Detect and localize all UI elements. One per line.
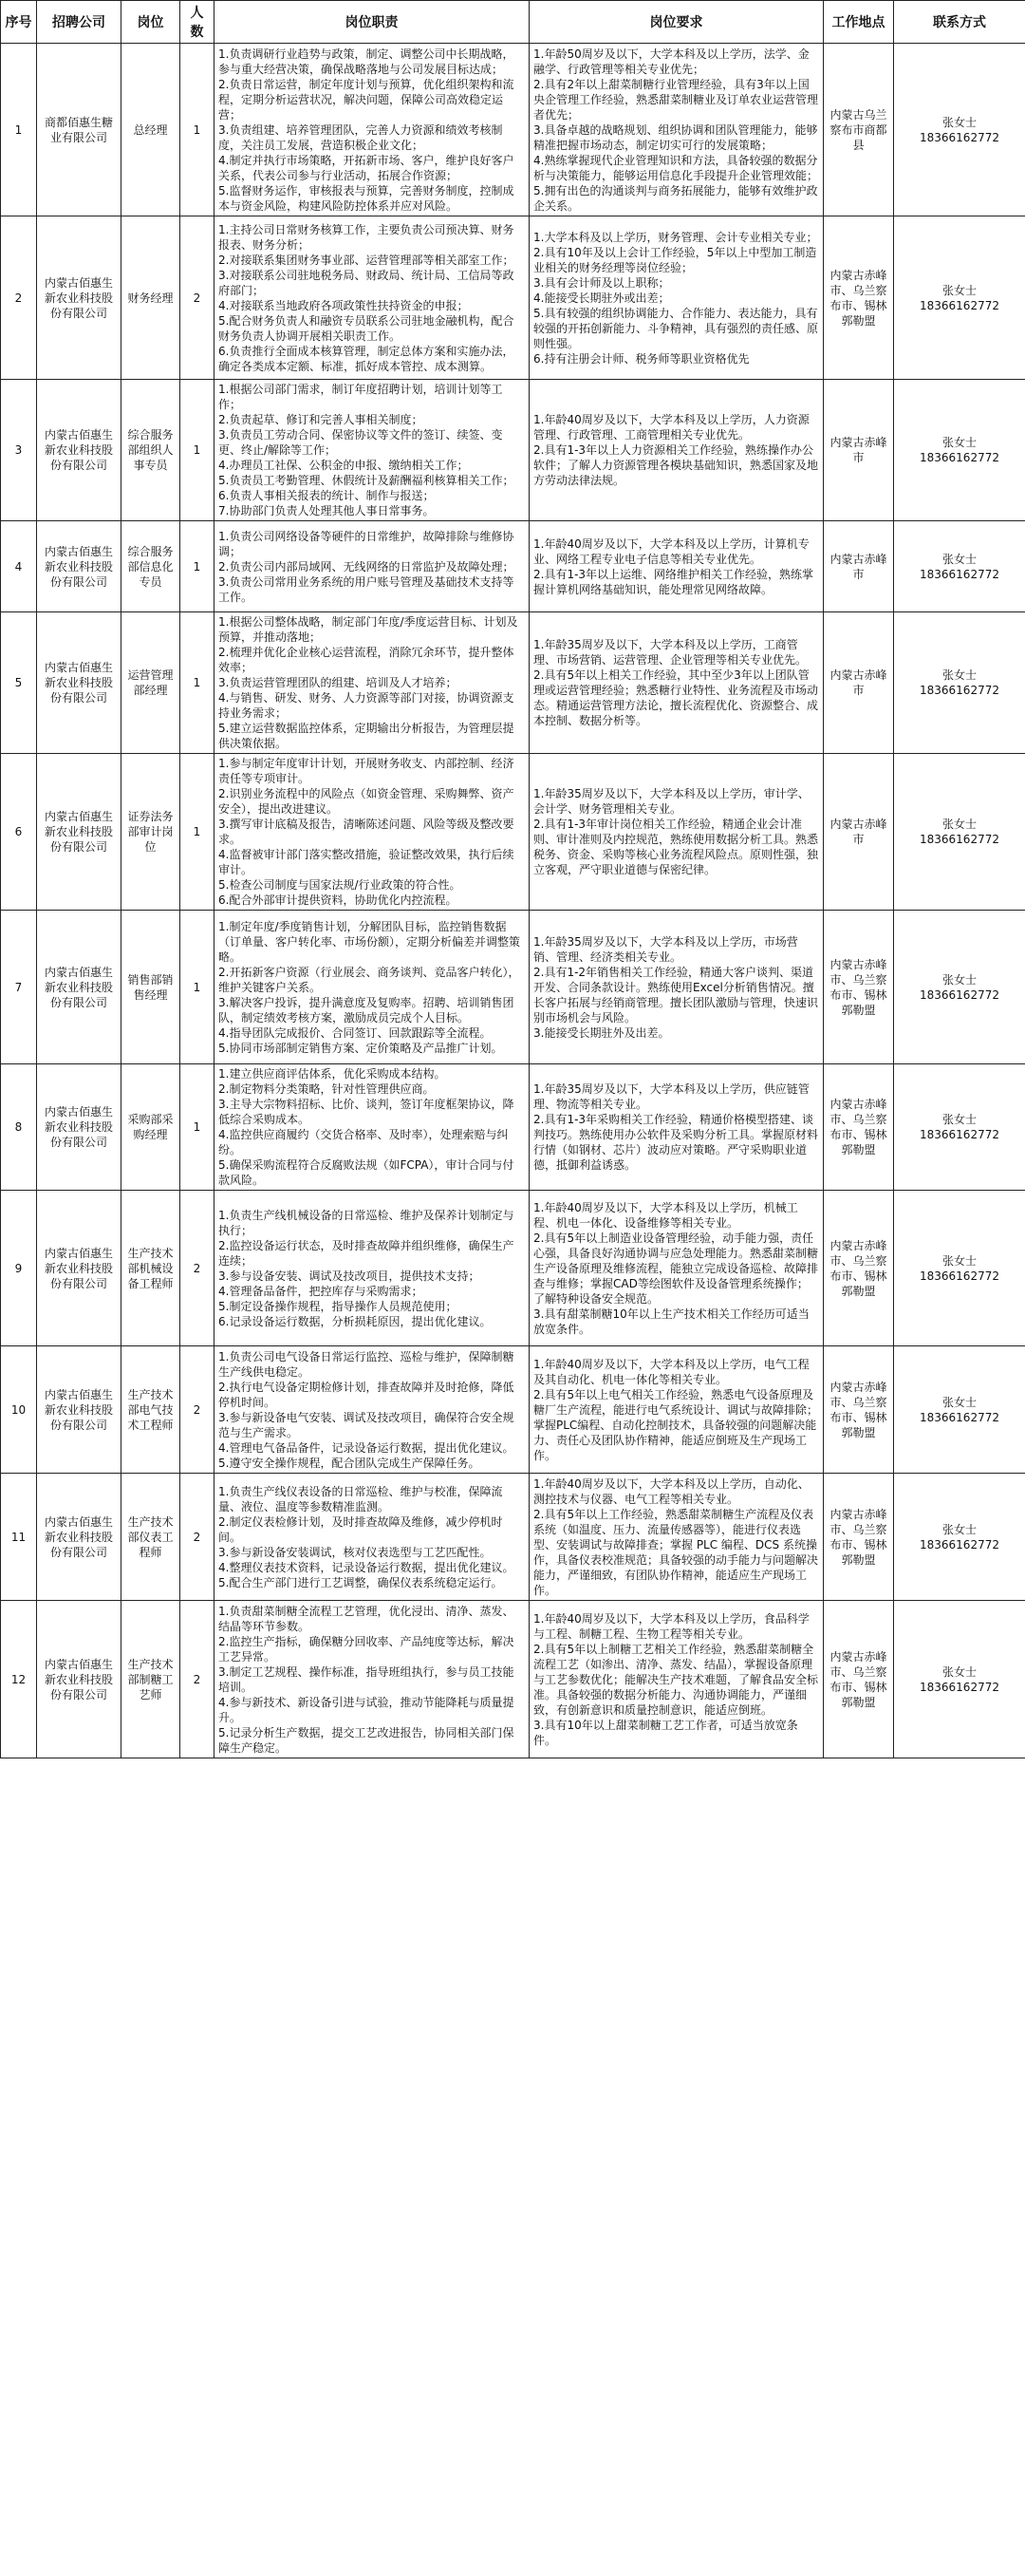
duties-cell-line: 1.建立供应商评估体系，优化采购成本结构。 (218, 1067, 446, 1081)
duties-cell-line: 1.负责调研行业趋势与政策，制定、调整公司中长期战略，参与重大经营决策，确保战略落地与公司发展目标达成； (218, 47, 514, 76)
company-name: 内蒙古佰惠生新农业科技股份有限公司 (37, 1191, 121, 1346)
duties-cell-line: 3.撰写审计底稿及报告，清晰陈述问题、风险等级及整改要求。 (218, 818, 514, 846)
position-name: 证券法务部审计岗位 (121, 754, 180, 911)
duties-cell-line: 4.管理备品备件，把控库存与采购需求； (218, 1284, 423, 1298)
contact-name: 张女士 (941, 1664, 977, 1679)
contact-phone: 18366162772 (920, 1128, 999, 1141)
position-name: 生产技术部机械设备工程师 (121, 1191, 180, 1346)
position-name: 生产技术部电气技术工程师 (121, 1346, 180, 1474)
headcount: 2 (180, 1474, 214, 1601)
requirements-cell (530, 754, 824, 911)
headcount: 1 (180, 1064, 214, 1191)
duties-cell-line: 3.解决客户投诉，提升满意度及复购率。招聘、培训销售团队，制定绩效考核方案，激励成员完成个人目标。 (218, 995, 514, 1025)
requirements-cell-line: 2.具有2年以上甜菜制糖行业管理经验，具有3年以上国央企管理工作经验，熟悉甜菜制糖业及订单农业运营管理者优先； (533, 77, 819, 122)
duties-cell-line: 2.监控设备运行状态，及时排查故障并组织维修，确保生产连续； (218, 1238, 514, 1268)
work-location: 内蒙古赤峰市、乌兰察布市、锡林郭勒盟 (824, 1601, 894, 1758)
position-name: 财务经理 (121, 216, 180, 380)
duties-cell (214, 911, 530, 1064)
requirements-cell (530, 911, 824, 1064)
requirements-cell-line: 1.大学本科及以上学历，财务管理、会计专业相关专业； (533, 230, 818, 244)
header-cell: 人数 (180, 1, 214, 44)
headcount: 1 (180, 44, 214, 216)
duties-cell-line: 2.监控生产指标，确保糖分回收率、产品纯度等达标，解决工艺异常。 (218, 1634, 514, 1664)
requirements-cell-line: 3.能接受长期驻外及出差。 (533, 1025, 670, 1040)
duties-cell-line: 6.负责人事相关报表的统计、制作与报送； (218, 489, 435, 502)
requirements-cell-line: 1.年龄40周岁及以下，大学本科及以上学历，自动化、测控技术与仪器、电气工程等相关专业。 (533, 1476, 810, 1506)
duties-cell-line: 6.负责推行全面成本核算管理，制定总体方案和实施办法，确定各类成本定额、标准，抓好成本管控、成本测算。 (218, 344, 514, 373)
duties-cell-line: 5.配合生产部门进行工艺调整，确保仪表系统稳定运行。 (218, 1575, 503, 1589)
work-location: 内蒙古赤峰市、乌兰察布市、锡林郭勒盟 (824, 911, 894, 1064)
duties-cell-line: 4.对接联系当地政府各项政策性扶持资金的申报； (218, 298, 469, 312)
duties-cell-line: 2.负责起草、修订和完善人事相关制度； (218, 413, 423, 426)
company-name: 内蒙古佰惠生新农业科技股份有限公司 (37, 911, 121, 1064)
headcount: 2 (180, 216, 214, 380)
duties-cell-line: 2.执行电气设备定期检修计划，排查故障并及时抢修，降低停机时间。 (218, 1380, 514, 1409)
duties-cell-line: 5.记录分析生产数据，提交工艺改进报告，协同相关部门保障生产稳定。 (218, 1725, 514, 1755)
headcount: 2 (180, 1601, 214, 1758)
duties-cell (214, 612, 530, 754)
duties-cell-line: 3.参与新设备电气安装、调试及技改项目，确保符合安全规范与生产需求。 (218, 1410, 514, 1439)
header-cell: 岗位 (121, 1, 180, 44)
duties-cell (214, 216, 530, 380)
contact-phone: 18366162772 (920, 1680, 999, 1694)
table-row (1, 612, 1025, 754)
contact-phone: 18366162772 (920, 987, 999, 1002)
headcount: 1 (180, 911, 214, 1064)
requirements-cell-line: 1.年龄40周岁及以下，大学本科及以上学历，机械工程、机电一体化、设备维修等相关专业。 (533, 1200, 798, 1230)
row-number: 11 (1, 1474, 37, 1601)
duties-cell-line: 3.制定工艺规程、操作标准，指导班组执行，参与员工技能培训。 (218, 1664, 514, 1694)
duties-cell-line: 3.参与新设备安装调试，核对仪表选型与工艺匹配性。 (218, 1545, 492, 1559)
requirements-cell-line: 1.年龄35周岁及以下，大学本科及以上学历，市场营销、管理、经济类相关专业。 (533, 934, 798, 964)
duties-cell-line: 2.制定物料分类策略，针对性管理供应商。 (218, 1082, 435, 1096)
duties-cell-line: 1.根据公司整体战略，制定部门年度/季度运营目标、计划及预算，并推动落地； (218, 615, 518, 644)
row-number: 10 (1, 1346, 37, 1474)
requirements-cell-line: 5.具有较强的组织协调能力、合作能力、表达能力，具有较强的开拓创新能力、斗争精神，具有强烈的责任感、原则性强。 (533, 306, 819, 350)
work-location: 内蒙古赤峰市、乌兰察布市、锡林郭勒盟 (824, 1064, 894, 1191)
row-number: 2 (1, 216, 37, 380)
duties-cell-line: 5.监督财务运作，审核报表与预算，完善财务制度，控制成本与资金风险，构建风险防控体系并应对风险。 (218, 183, 514, 213)
contact-name: 张女士 (941, 1113, 977, 1126)
table-row (1, 44, 1025, 216)
contact-phone: 18366162772 (920, 833, 999, 846)
position-name: 采购部采购经理 (121, 1064, 180, 1191)
header-cell: 岗位要求 (530, 1, 824, 44)
duties-cell-line: 4.监控供应商履约（交货合格率、及时率），处理索赔与纠纷。 (218, 1128, 509, 1156)
duties-cell-line: 2.识别业务流程中的风险点（如资金管理、采购舞弊、资产安全），提出改进建议。 (218, 787, 514, 816)
duties-cell-line: 5.负责员工考勤管理、休假统计及薪酬福利核算相关工作； (218, 474, 514, 487)
requirements-cell-line: 2.具有5年以上相关工作经验，其中至少3年以上团队管理或运营管理经验；熟悉糖行业特性、业务流程及市场动态。精通运营管理方法论，擅长流程优化、资源整合、成本控制、数据分析等。 (533, 668, 819, 727)
duties-cell (214, 521, 530, 612)
duties-cell-line: 1.负责生产线仪表设备的日常巡检、维护与校准，保障流量、液位、温度等参数精准监测。 (218, 1484, 503, 1514)
row-number: 5 (1, 612, 37, 754)
requirements-cell-line: 3.具有会计师及以上职称； (533, 275, 670, 290)
contact-name: 张女士 (941, 115, 977, 129)
duties-cell (214, 1191, 530, 1346)
duties-cell-line: 3.负责组建、培养管理团队，完善人力资源和绩效考核制度，关注员工发展，营造积极企业文化； (218, 122, 503, 152)
table-row (1, 1474, 1025, 1601)
requirements-cell-line: 1.年龄35周岁及以下，大学本科及以上学历，审计学、会计学、财务管理相关专业。 (533, 787, 810, 816)
table-row (1, 1191, 1025, 1346)
position-name: 综合服务部组织人事专员 (121, 380, 180, 521)
requirements-cell-line: 2.具有1-3年以上人力资源相关工作经验，熟练操作办公软件；了解人力资源管理各模块基础知识，熟悉国家及地方劳动法律法规。 (533, 443, 819, 487)
requirements-cell-line: 1.年龄40周岁及以下，大学本科及以上学历，计算机专业、网络工程专业电子信息等相关专业优先。 (533, 536, 810, 566)
table-row (1, 1346, 1025, 1474)
company-name: 商都佰惠生糖业有限公司 (37, 44, 121, 216)
duties-cell-line: 6.配合外部审计提供资料，协助优化内控流程。 (218, 893, 457, 907)
requirements-cell (530, 1601, 824, 1758)
requirements-cell-line: 3.具有甜菜制糖10年以上生产技术相关工作经历可适当放宽条件。 (533, 1307, 810, 1336)
requirements-cell (530, 1474, 824, 1601)
requirements-cell-line: 1.年龄35周岁及以下，大学本科及以上学历，工商管理、市场营销、运营管理、企业管理等相关专业优先。 (533, 638, 808, 667)
requirements-cell-line: 2.具有5年以上工作经验，熟悉甜菜制糖生产流程及仪表系统（如温度、压力、流量传感器等），能进行仪表选型、安装调试与故障排查；掌握 PLC 编程、DCS 系统操作，具备仪表校准规范；具备较强的动手能力与问题解决能力，严谨细致，有团队协作精神，能适应生产现场工作。 (533, 1507, 819, 1597)
position-name: 生产技术部仪表工程师 (121, 1474, 180, 1601)
work-location: 内蒙古赤峰市、乌兰察布市、锡林郭勒盟 (824, 1346, 894, 1474)
requirements-cell (530, 1191, 824, 1346)
requirements-cell-line: 2.具有1-2年销售相关工作经验，精通大客户谈判、渠道开发、合同条款设计。熟练使用Excel分析销售情况。擅长客户拓展与经销商管理。擅长团队激励与管理，快速识别市场机会与风险。 (533, 965, 819, 1025)
header-cell: 序号 (1, 1, 37, 44)
work-location: 内蒙古赤峰市 (824, 612, 894, 754)
contact-name: 张女士 (941, 1253, 977, 1268)
duties-cell-line: 5.协同市场部制定销售方案、定价策略及产品推广计划。 (218, 1041, 503, 1055)
contact-cell (894, 1064, 1025, 1191)
work-location: 内蒙古赤峰市、乌兰察布市、锡林郭勒盟 (824, 1191, 894, 1346)
company-name: 内蒙古佰惠生新农业科技股份有限公司 (37, 1064, 121, 1191)
duties-cell-line: 5.建立运营数据监控体系，定期输出分析报告，为管理层提供决策依据。 (218, 722, 514, 750)
duties-cell-line: 2.负责日常运营，制定年度计划与预算，优化组织架构和流程，定期分析运营状况，解决问题，保障公司高效稳定运营； (218, 77, 514, 122)
requirements-cell-line: 2.具有1-3年采购相关工作经验，精通价格模型搭建、谈判技巧。熟练使用办公软件及采购分析工具。掌握原材料行情（如钢材、芯片）波动应对策略。严守采购职业道德，抵御利益诱惑。 (533, 1113, 819, 1172)
duties-cell-line: 6.记录设备运行数据，分析损耗原因，提出优化建议。 (218, 1314, 492, 1328)
row-number: 6 (1, 754, 37, 911)
duties-cell (214, 1474, 530, 1601)
requirements-cell (530, 216, 824, 380)
duties-cell-line: 4.监督被审计部门落实整改措施，验证整改效果，执行后续审计。 (218, 848, 514, 876)
work-location: 内蒙古赤峰市 (824, 380, 894, 521)
table-row (1, 216, 1025, 380)
requirements-cell-line: 4.能接受长期驻外或出差； (533, 291, 670, 305)
duties-cell-line: 1.负责甜菜制糖全流程工艺管理，优化浸出、清净、蒸发、结晶等环节参数。 (218, 1604, 514, 1633)
contact-phone: 18366162772 (920, 1410, 999, 1424)
requirements-cell-line: 2.具有10年及以上会计工作经验，5年以上中型加工制造业相关的财务经理等岗位经验； (533, 245, 817, 274)
position-name: 总经理 (121, 44, 180, 216)
position-name: 销售部销售经理 (121, 911, 180, 1064)
requirements-cell-line: 2.具有1-3年以上运维、网络维护相关工作经验，熟练掌握计算机网络基础知识，能处理常见网络故障。 (533, 567, 814, 596)
duties-cell-line: 1.负责公司网络设备等硬件的日常维护，故障排除与维修协调； (218, 529, 514, 558)
row-number: 4 (1, 521, 37, 612)
row-number: 3 (1, 380, 37, 521)
duties-cell-line: 1.参与制定年度审计计划，开展财务收支、内部控制、经济责任等专项审计。 (218, 757, 514, 785)
duties-cell-line: 2.制定仪表检修计划，及时排查故障及维修，减少停机时间。 (218, 1514, 503, 1544)
duties-cell-line: 5.遵守安全操作规程，配合团队完成生产保障任务。 (218, 1456, 480, 1470)
header-cell: 工作地点 (824, 1, 894, 44)
duties-cell-line: 5.检查公司制度与国家法规/行业政策的符合性。 (218, 878, 461, 892)
company-name: 内蒙古佰惠生新农业科技股份有限公司 (37, 754, 121, 911)
work-location: 内蒙古赤峰市 (824, 754, 894, 911)
duties-cell-line: 4.参与新技术、新设备引进与试验，推动节能降耗与质量提升。 (218, 1695, 514, 1724)
headcount: 1 (180, 380, 214, 521)
duties-cell-line: 4.与销售、研发、财务、人力资源等部门对接，协调资源支持业务需求； (218, 691, 514, 720)
duties-cell (214, 1601, 530, 1758)
contact-cell (894, 1601, 1025, 1758)
contact-cell (894, 216, 1025, 380)
contact-cell (894, 1346, 1025, 1474)
contact-phone: 18366162772 (920, 130, 999, 144)
contact-phone: 18366162772 (920, 451, 999, 464)
requirements-cell-line: 1.年龄40周岁及以下，大学本科及以上学历，人力资源管理、行政管理、工商管理相关专业优先。 (533, 413, 810, 442)
duties-cell-line: 3.负责公司常用业务系统的用户账号管理及基础技术支持等工作。 (218, 574, 514, 604)
duties-cell (214, 1346, 530, 1474)
duties-cell-line: 2.开拓新客户资源（行业展会、商务谈判、竞品客户转化），维护关键客户关系。 (218, 965, 520, 994)
headcount: 1 (180, 754, 214, 911)
contact-cell (894, 380, 1025, 521)
row-number: 12 (1, 1601, 37, 1758)
requirements-cell-line: 6.持有注册会计师、税务师等职业资格优先 (533, 351, 750, 366)
company-name: 内蒙古佰惠生新农业科技股份有限公司 (37, 612, 121, 754)
duties-cell-line: 5.制定设备操作规程，指导操作人员规范使用； (218, 1299, 457, 1313)
row-number: 8 (1, 1064, 37, 1191)
headcount: 1 (180, 612, 214, 754)
company-name: 内蒙古佰惠生新农业科技股份有限公司 (37, 1346, 121, 1474)
header-cell: 联系方式 (894, 1, 1025, 44)
contact-name: 张女士 (941, 436, 977, 449)
contact-cell (894, 1191, 1025, 1346)
contact-cell (894, 911, 1025, 1064)
requirements-cell (530, 1064, 824, 1191)
duties-cell-line: 3.负责运营管理团队的组建、培训及人才培养； (218, 676, 457, 689)
duties-cell-line: 2.负责公司内部局域网、无线网络的日常监护及故障处理； (218, 559, 514, 573)
table-row (1, 380, 1025, 521)
requirements-cell-line: 1.年龄35周岁及以下，大学本科及以上学历，供应链管理、物流等相关专业。 (533, 1082, 810, 1111)
duties-cell-line: 1.负责生产线机械设备的日常巡检、维护及保养计划制定与执行； (218, 1208, 514, 1237)
requirements-cell (530, 521, 824, 612)
work-location: 内蒙古赤峰市、乌兰察布市、锡林郭勒盟 (824, 1474, 894, 1601)
headcount: 1 (180, 521, 214, 612)
duties-cell-line: 3.对接联系公司驻地税务局、财政局、统计局、工信局等政府部门； (218, 268, 514, 297)
duties-cell (214, 1064, 530, 1191)
duties-cell-line: 1.根据公司部门需求，制订年度招聘计划，培训计划等工作； (218, 383, 503, 411)
table-row (1, 754, 1025, 911)
contact-name: 张女士 (941, 1395, 977, 1409)
duties-cell-line: 1.负责公司电气设备日常运行监控、巡检与维护，保障制糖生产线供电稳定。 (218, 1349, 514, 1379)
row-number: 1 (1, 44, 37, 216)
requirements-cell-line: 4.熟练掌握现代企业管理知识和方法，具备较强的数据分析与决策能力，能够运用信息化手段提升企业管理效能； (533, 153, 819, 182)
work-location: 内蒙古乌兰察布市商都县 (824, 44, 894, 216)
row-number: 7 (1, 911, 37, 1064)
contact-name: 张女士 (941, 552, 977, 566)
requirements-cell-line: 1.年龄40周岁及以下，大学本科及以上学历，电气工程及其自动化、机电一体化等相关专业。 (533, 1357, 810, 1386)
header-cell: 招聘公司 (37, 1, 121, 44)
duties-cell (214, 380, 530, 521)
duties-cell-line: 4.办理员工社保、公积金的申报、缴纳相关工作； (218, 459, 469, 472)
duties-cell (214, 44, 530, 216)
table-row (1, 911, 1025, 1064)
table-row (1, 1601, 1025, 1758)
header-cell: 岗位职责 (214, 1, 530, 44)
contact-cell (894, 521, 1025, 612)
duties-cell-line: 4.指导团队完成报价、合同签订、回款跟踪等全流程。 (218, 1025, 492, 1040)
company-name: 内蒙古佰惠生新农业科技股份有限公司 (37, 216, 121, 380)
duties-cell-line: 7.协助部门负责人处理其他人事日常事务。 (218, 504, 435, 517)
requirements-cell (530, 612, 824, 754)
duties-cell-line: 4.整理仪表技术资料，记录设备运行数据，提出优化建议。 (218, 1560, 514, 1574)
duties-cell-line: 3.负责员工劳动合同、保密协议等文件的签订、续签、变更、终止/解除等工作； (218, 428, 503, 457)
duties-cell-line: 1.制定年度/季度销售计划，分解团队目标，监控销售数据（订单量、客户转化率、市场份额），定期分析偏差并调整策略。 (218, 919, 521, 964)
contact-phone: 18366162772 (920, 1537, 999, 1551)
work-location: 内蒙古赤峰市、乌兰察布市、锡林郭勒盟 (824, 216, 894, 380)
duties-cell-line: 5.配合财务负责人和融资专员联系公司驻地金融机构，配合财务负责人协调开展相关职责工作。 (218, 313, 514, 343)
contact-name: 张女士 (941, 818, 977, 831)
contact-phone: 18366162772 (920, 298, 999, 312)
header-row (1, 1, 1025, 44)
contact-phone: 18366162772 (920, 1269, 999, 1283)
duties-cell-line: 4.管理电气备品备件，记录设备运行数据，提出优化建议。 (218, 1440, 514, 1455)
requirements-cell-line: 2.具有1-3年审计岗位相关工作经验，精通企业会计准则、审计准则及内控规范，熟练使用数据分析工具。熟悉税务、资金、采购等核心业务流程风险点。原则性强，独立客观，严守职业道德与保密纪律。 (533, 818, 819, 876)
contact-name: 张女士 (941, 668, 977, 682)
contact-cell (894, 44, 1025, 216)
contact-phone: 18366162772 (920, 567, 999, 581)
work-location: 内蒙古赤峰市 (824, 521, 894, 612)
requirements-cell-line: 2.具有5年以上电气相关工作经验，熟悉电气设备原理及糖厂生产流程，能进行电气系统设计、调试与故障排除；掌握PLC编程、自动化控制技术，具备较强的问题解决能力、责任心及团队协作精神，能适应倒班及生产现场工作。 (533, 1387, 819, 1462)
position-name: 生产技术部制糖工艺师 (121, 1601, 180, 1758)
duties-cell-line: 4.制定并执行市场策略，开拓新市场、客户，维护良好客户关系，代表公司参与行业活动，拓展合作资源； (218, 153, 514, 182)
position-name: 运营管理部经理 (121, 612, 180, 754)
table-row (1, 521, 1025, 612)
requirements-cell (530, 44, 824, 216)
company-name: 内蒙古佰惠生新农业科技股份有限公司 (37, 1474, 121, 1601)
position-name: 综合服务部信息化专员 (121, 521, 180, 612)
row-number: 9 (1, 1191, 37, 1346)
contact-cell (894, 1474, 1025, 1601)
duties-cell-line: 5.确保采购流程符合反腐败法规（如FCPA），审计合同与付款风险。 (218, 1158, 514, 1187)
contact-cell (894, 754, 1025, 911)
contact-name: 张女士 (941, 283, 977, 297)
contact-name: 张女士 (941, 1522, 977, 1536)
table-row (1, 1064, 1025, 1191)
requirements-cell-line: 2.具有5年以上制糖工艺相关工作经验，熟悉甜菜制糖全流程工艺（如渗出、清净、蒸发、结晶），掌握设备原理与工艺参数优化；能解决生产技术难题，了解食品安全标准。具备较强的数据分析能力、沟通协调能力，严谨细致，有创新意识和质量控制意识，能适应倒班。 (533, 1642, 819, 1717)
requirements-cell-line: 3.具备卓越的战略规划、组织协调和团队管理能力，能够精准把握市场动态，制定切实可行的发展策略； (533, 122, 818, 152)
requirements-cell (530, 380, 824, 521)
duties-cell (214, 754, 530, 911)
duties-cell-line: 3.参与设备安装、调试及技改项目，提供技术支持； (218, 1269, 480, 1283)
requirements-cell-line: 2.具有5年以上制造业设备管理经验，动手能力强，责任心强，具备良好沟通协调与应急处理能力。熟悉甜菜制糖生产设备原理及维修流程，能独立完成设备巡检、故障排查与维修；掌握CAD等绘图软件及设备管理系统操作；了解特种设备安全规范。 (533, 1231, 819, 1306)
company-name: 内蒙古佰惠生新农业科技股份有限公司 (37, 521, 121, 612)
contact-phone: 18366162772 (920, 684, 999, 697)
duties-cell-line: 3.主导大宗物料招标、比价、谈判，签订年度框架协议，降低综合采购成本。 (218, 1098, 514, 1126)
duties-cell-line: 1.主持公司日常财务核算工作，主要负责公司预决算、财务报表、财务分析； (218, 222, 514, 252)
headcount: 2 (180, 1346, 214, 1474)
requirements-cell-line: 1.年龄50周岁及以下，大学本科及以上学历，法学、金融学、行政管理等相关专业优先； (533, 47, 810, 76)
company-name: 内蒙古佰惠生新农业科技股份有限公司 (37, 1601, 121, 1758)
requirements-cell-line: 3.具有10年以上甜菜制糖工艺工作者，可适当放宽条件。 (533, 1718, 798, 1747)
requirements-cell (530, 1346, 824, 1474)
company-name: 内蒙古佰惠生新农业科技股份有限公司 (37, 380, 121, 521)
requirements-cell-line: 1.年龄40周岁及以下，大学本科及以上学历，食品科学与工程、制糖工程、生物工程等相关专业。 (533, 1611, 810, 1641)
contact-name: 张女士 (941, 972, 977, 987)
duties-cell-line: 2.对接联系集团财务事业部、运营管理部等相关部室工作； (218, 253, 514, 267)
requirements-cell-line: 5.拥有出色的沟通谈判与商务拓展能力，能够有效维护政企关系。 (533, 183, 818, 213)
contact-cell (894, 612, 1025, 754)
duties-cell-line: 2.梳理并优化企业核心运营流程，消除冗余环节，提升整体效率； (218, 646, 514, 674)
headcount: 2 (180, 1191, 214, 1346)
